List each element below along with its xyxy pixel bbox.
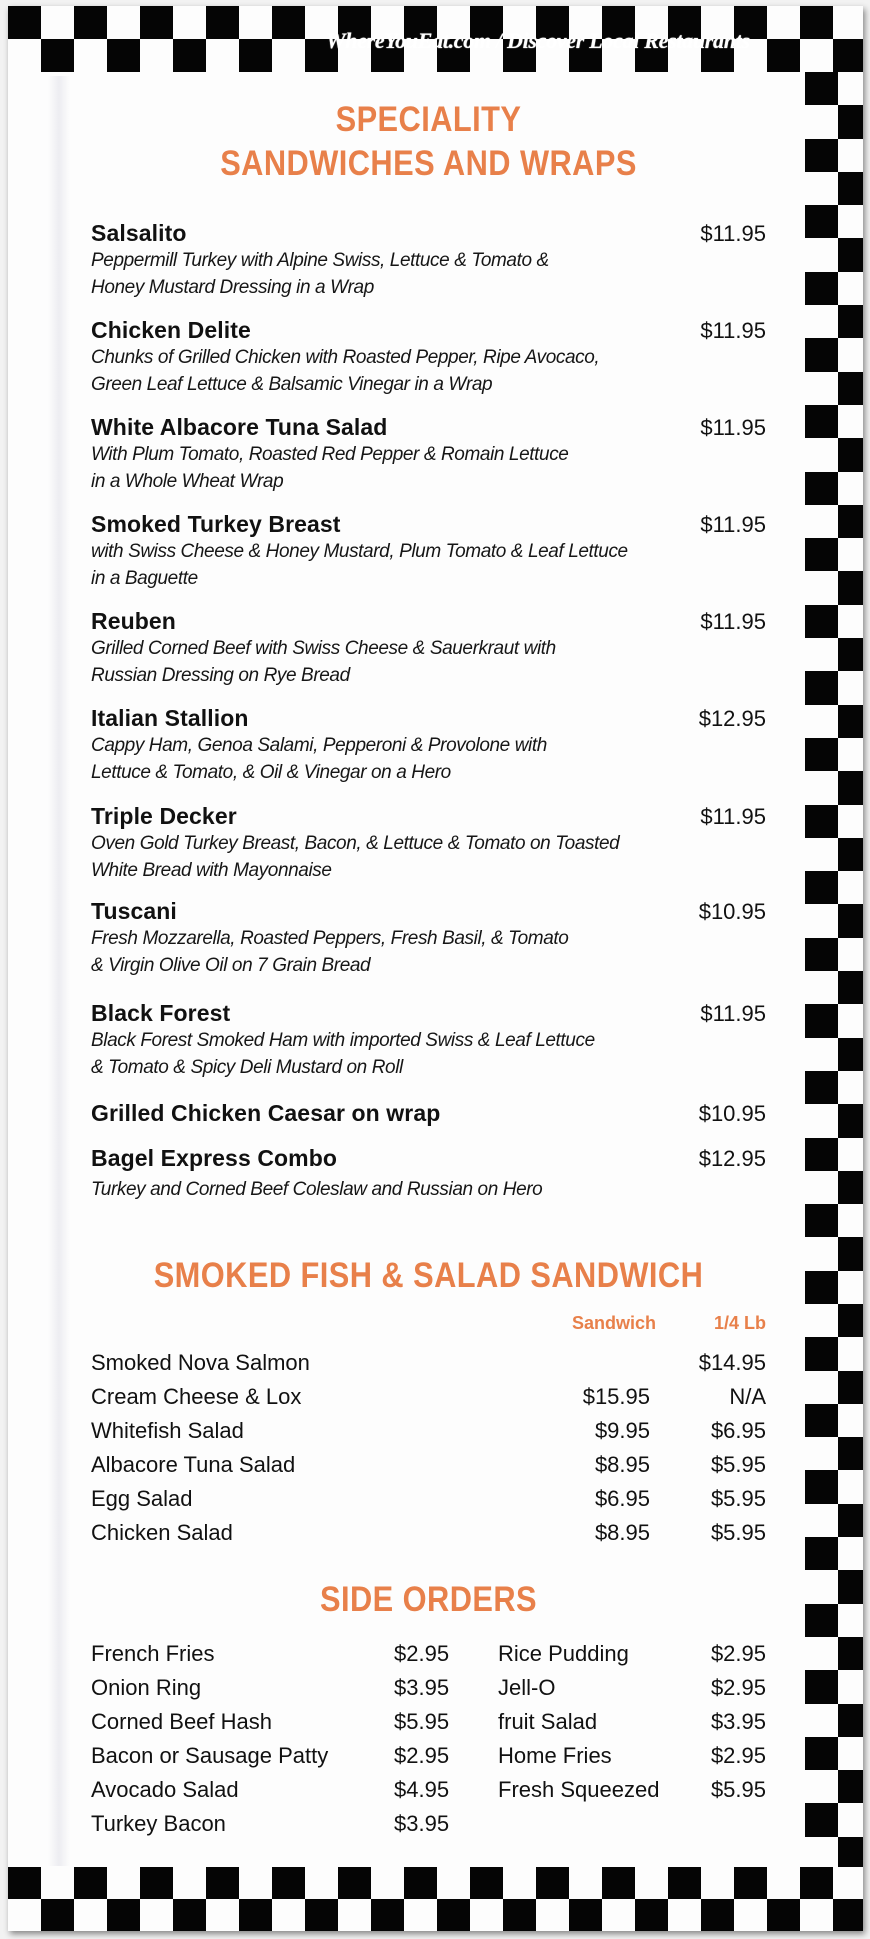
checker-square [701,1899,734,1931]
checker-square [140,39,173,72]
checker-square [805,838,838,871]
checker-square [805,1237,838,1270]
checkerboard-border-right [805,72,863,1867]
checker-square [838,472,863,505]
checker-square [805,938,838,971]
checker-square [272,1899,305,1931]
checker-square [833,1867,863,1899]
fish-quarter-lb-price: $6.95 [710,1418,766,1443]
checker-square [805,372,838,405]
checker-square [701,1867,734,1899]
checker-square [805,305,838,338]
checker-square [805,1371,838,1404]
side-row [91,1777,766,1811]
checker-square [805,139,838,172]
item-price: $11.95 [700,609,766,634]
menu-item [91,1145,766,1203]
item-price: $11.95 [700,512,766,537]
checker-square [74,39,107,72]
checker-square [602,1867,635,1899]
checker-square [805,971,838,1004]
item-price: $10.95 [698,1101,766,1126]
checker-square [838,1038,863,1071]
checker-square [838,971,863,1004]
checker-square [838,505,863,538]
checker-square [805,1304,838,1337]
item-description: With Plum Tomato, Roasted Red Pepper & Romain Lettuce [91,444,569,465]
item-description: & Virgin Olive Oil on 7 Grain Bread [91,955,371,976]
fish-name: Chicken Salad [91,1520,233,1545]
checker-square [805,1803,838,1836]
item-name: Reuben [91,608,176,634]
checker-square [838,1237,863,1270]
checker-square [838,1271,863,1304]
checker-square [838,1204,863,1237]
fish-sandwich-price: $8.95 [594,1520,650,1545]
item-name: Italian Stallion [91,705,249,731]
side-item-name: Fresh Squeezed [498,1777,660,1802]
checker-square [805,1570,838,1603]
item-description: Grilled Corned Beef with Swiss Cheese & Sauerkraut with [91,638,556,659]
checker-square [838,1171,863,1204]
checker-square [805,571,838,604]
checker-square [805,771,838,804]
menu-item [91,414,766,495]
side-item-name: Onion Ring [91,1675,202,1700]
item-description: White Bread with Mayonnaise [91,860,332,881]
checker-square [206,1899,239,1931]
side-row [91,1743,766,1777]
item-description: Oven Gold Turkey Breast, Bacon, & Lettuce & Tomato on Toasted [91,833,620,854]
checker-square [805,1537,838,1570]
checker-square [838,1537,863,1570]
fish-name: Whitefish Salad [91,1418,244,1443]
checker-square [805,705,838,738]
checker-square [838,605,863,638]
checker-square [239,6,272,39]
item-price: $11.95 [700,415,766,440]
checker-square [536,1867,569,1899]
checker-square [838,705,863,738]
checker-square [805,1670,838,1703]
checker-square [800,1867,833,1899]
checker-square [805,505,838,538]
checker-square [404,1899,437,1931]
checker-square [338,1899,371,1931]
checker-square [805,1104,838,1137]
checker-square [838,1404,863,1437]
side-item-price: $5.95 [710,1777,766,1802]
side-item-name: fruit Salad [498,1709,598,1734]
checker-square [805,538,838,571]
checker-square [805,871,838,904]
checker-square [239,39,272,72]
checker-square [41,39,74,72]
checker-square [338,1867,371,1899]
checker-square [800,1899,833,1931]
checker-square [41,6,74,39]
checker-square [838,338,863,371]
checker-square [805,72,838,105]
checker-square [305,1867,338,1899]
section-title-specialty [132,98,726,186]
checker-square [805,805,838,838]
fish-name: Egg Salad [91,1486,193,1511]
item-description: Honey Mustard Dressing in a Wrap [91,277,374,298]
checker-square [74,6,107,39]
checker-square [838,1737,863,1770]
checker-square [107,6,140,39]
checker-square [74,1899,107,1931]
checker-square [838,1371,863,1404]
checker-square [838,1337,863,1370]
item-price: $12.95 [698,706,766,731]
side-item-price: $2.95 [710,1641,766,1666]
item-description: Lettuce & Tomato, & Oil & Vinegar on a Hero [91,762,451,783]
checker-square [833,1899,863,1931]
item-description: Russian Dressing on Rye Bread [91,665,350,686]
checker-square [838,1304,863,1337]
checker-square [838,1637,863,1670]
fish-row [91,1452,766,1486]
checker-square [437,1867,470,1899]
checker-square [8,1867,41,1899]
checker-square [173,6,206,39]
item-price: $12.95 [698,1146,766,1171]
checker-square [107,39,140,72]
section-title-line: SANDWICHES AND WRAPS [220,144,637,183]
checker-square [805,1704,838,1737]
item-description: Green Leaf Lettuce & Balsamic Vinegar in a Wrap [91,374,493,395]
checker-square [838,738,863,771]
menu-item [91,220,766,301]
checker-square [239,1867,272,1899]
checker-square [838,372,863,405]
menu-item [91,511,766,592]
item-description: Peppermill Turkey with Alpine Swiss, Lettuce & Tomato & [91,250,549,271]
item-description: Cappy Ham, Genoa Salami, Pepperoni & Provolone with [91,735,547,756]
checker-square [805,405,838,438]
side-item-name: Rice Pudding [498,1641,629,1666]
item-price: $10.95 [698,899,766,924]
fish-quarter-lb-price: N/A [729,1384,766,1409]
column-header-quarter-lb: 1/4 Lb [713,1313,766,1333]
checker-square [838,1604,863,1637]
side-item-name: Turkey Bacon [91,1811,226,1836]
item-price: $11.95 [700,221,766,246]
checker-square [838,1837,863,1870]
item-description: & Tomato & Spicy Deli Mustard on Roll [91,1057,403,1078]
checker-square [668,1899,701,1931]
item-price: $11.95 [700,804,766,829]
side-row [91,1709,766,1743]
side-item-price: $2.95 [394,1641,450,1666]
checker-square [805,1337,838,1370]
checker-square [805,438,838,471]
checker-square [503,1867,536,1899]
checker-square [805,1437,838,1470]
fish-sandwich-price: $15.95 [582,1384,650,1409]
side-item-name: Avocado Salad [91,1777,239,1802]
side-item-name: Corned Beef Hash [91,1709,272,1734]
side-item-price: $2.95 [710,1743,766,1768]
checker-square [272,6,305,39]
checker-square [838,871,863,904]
side-item-name: Home Fries [498,1743,612,1768]
side-row [91,1641,766,1675]
checker-square [140,6,173,39]
checker-square [838,1104,863,1137]
item-name: Bagel Express Combo [91,1145,338,1171]
checker-square [838,838,863,871]
side-item-name: French Fries [91,1641,215,1666]
menu-item [91,705,766,786]
checker-square [8,6,41,39]
section-title-smoked-fish: SMOKED FISH & SALAD SANDWICH [153,1256,704,1295]
checker-square [838,172,863,205]
checker-square [838,1437,863,1470]
side-item-price: $3.95 [394,1675,450,1700]
checker-square [838,205,863,238]
checker-square [140,1867,173,1899]
checker-square [206,1867,239,1899]
checker-square [635,1899,668,1931]
checker-square [371,1867,404,1899]
checker-square [734,1867,767,1899]
item-name: Black Forest [91,1000,231,1026]
menu-item [91,317,766,398]
checker-square [272,1867,305,1899]
side-item-price: $3.95 [710,1709,766,1734]
checker-square [767,1899,800,1931]
checker-square [838,405,863,438]
item-name: Salsalito [91,220,187,246]
checker-square [805,472,838,505]
fish-quarter-lb-price: $5.95 [710,1452,766,1477]
checker-square [107,1867,140,1899]
item-description: in a Whole Wheat Wrap [91,471,284,492]
checker-square [41,1867,74,1899]
item-price: $11.95 [700,318,766,343]
checkerboard-border-bottom [8,1867,863,1931]
item-name: Triple Decker [91,803,237,829]
checker-square [734,1899,767,1931]
checker-square [305,1899,338,1931]
checker-square [838,1670,863,1703]
checker-square [767,1867,800,1899]
checker-square [838,904,863,937]
menu-page [8,6,863,1931]
checker-square [805,1470,838,1503]
checker-square [838,1803,863,1836]
fish-row [91,1418,766,1452]
item-name: Chicken Delite [91,317,251,343]
fish-quarter-lb-price: $5.95 [710,1486,766,1511]
checker-square [838,139,863,172]
checker-square [503,1899,536,1931]
checker-square [838,438,863,471]
side-item-name: Jell-O [498,1675,556,1700]
fish-sandwich-price: $9.95 [594,1418,650,1443]
checker-square [838,105,863,138]
checker-square [173,1899,206,1931]
checker-square [206,6,239,39]
checker-square [805,238,838,271]
checker-square [140,1899,173,1931]
side-row [91,1675,766,1709]
item-price: $11.95 [700,1001,766,1026]
side-row [91,1811,766,1845]
checker-square [838,1770,863,1803]
checker-square [805,105,838,138]
fish-row [91,1520,766,1554]
menu-item [91,1100,766,1127]
checker-square [107,1899,140,1931]
item-description: Turkey and Corned Beef Coleslaw and Russian on Hero [91,1179,543,1200]
checker-square [272,39,305,72]
checker-square [805,738,838,771]
item-description: with Swiss Cheese & Honey Mustard, Plum Tomato & Leaf Lettuce [91,541,628,562]
section-title-side-orders: SIDE ORDERS [319,1580,538,1619]
item-description: in a Baguette [91,568,198,589]
checker-square [668,1867,701,1899]
checker-square [838,538,863,571]
side-item-price: $2.95 [710,1675,766,1700]
checker-square [805,1038,838,1071]
item-name: Grilled Chicken Caesar on wrap [91,1100,441,1126]
checker-square [470,1867,503,1899]
side-item-price: $3.95 [394,1811,450,1836]
checker-square [805,1770,838,1803]
side-item-price: $4.95 [394,1777,450,1802]
checker-square [805,638,838,671]
checker-square [805,1737,838,1770]
checker-square [805,1071,838,1104]
checker-square [838,1138,863,1171]
checker-square [838,72,863,105]
checker-square [838,1071,863,1104]
side-item-price: $5.95 [394,1709,450,1734]
checker-square [805,1138,838,1171]
checker-square [838,571,863,604]
checker-square [74,1867,107,1899]
checker-square [805,172,838,205]
item-name: White Albacore Tuna Salad [91,414,388,440]
checker-square [371,1899,404,1931]
fish-row [91,1384,766,1418]
menu-item [91,1000,766,1081]
checker-square [173,1867,206,1899]
fish-quarter-lb-price: $5.95 [710,1520,766,1545]
checker-square [805,338,838,371]
checker-square [838,238,863,271]
checker-square [805,1171,838,1204]
fish-sandwich-price: $6.95 [594,1486,650,1511]
checker-square [838,938,863,971]
checker-square [838,1504,863,1537]
checker-square [838,1470,863,1503]
checker-square [8,39,41,72]
item-name: Tuscani [91,898,177,924]
checker-square [206,39,239,72]
checker-square [805,904,838,937]
menu-item [91,608,766,689]
checker-square [569,1899,602,1931]
fish-name: Albacore Tuna Salad [91,1452,296,1477]
checker-square [838,1570,863,1603]
checker-square [838,1004,863,1037]
column-header-sandwich: Sandwich [571,1313,656,1333]
checker-square [536,1899,569,1931]
checker-square [437,1899,470,1931]
checker-square [805,1204,838,1237]
watermark: WhereYouEat.com / Discover Local Restaurants [326,28,750,53]
fish-name: Cream Cheese & Lox [91,1384,302,1409]
fish-name: Smoked Nova Salmon [91,1350,310,1375]
checker-square [805,671,838,704]
item-description: Black Forest Smoked Ham with imported Swiss & Leaf Lettuce [91,1030,595,1051]
checker-square [635,1867,668,1899]
checker-square [838,1704,863,1737]
fish-quarter-lb-price: $14.95 [698,1350,766,1375]
item-description: Chunks of Grilled Chicken with Roasted Pepper, Ripe Avocaco, [91,347,600,368]
checker-square [569,1867,602,1899]
checker-square [8,1899,41,1931]
checker-square [805,1837,838,1870]
item-description: Fresh Mozzarella, Roasted Peppers, Fresh Basil, & Tomato [91,928,569,949]
checker-square [805,1604,838,1637]
checker-square [404,1867,437,1899]
fish-sandwich-price: $8.95 [594,1452,650,1477]
fish-row [91,1486,766,1520]
menu-item [91,803,766,884]
checker-square [838,671,863,704]
menu-item [91,898,766,979]
section-title-line: SPECIALITY [335,100,522,139]
checker-square [805,272,838,305]
checker-square [838,638,863,671]
checker-square [805,1637,838,1670]
checker-square [805,1004,838,1037]
checker-square [838,771,863,804]
checker-square [805,205,838,238]
checker-square [805,1404,838,1437]
checker-square [239,1899,272,1931]
checker-square [470,1899,503,1931]
checker-square [602,1899,635,1931]
checker-square [838,272,863,305]
checker-square [838,805,863,838]
checker-square [41,1899,74,1931]
fish-row [91,1350,766,1384]
checker-square [805,605,838,638]
checker-square [805,1271,838,1304]
side-item-price: $2.95 [394,1743,450,1768]
checker-square [173,39,206,72]
checker-square [805,1504,838,1537]
side-item-name: Bacon or Sausage Patty [91,1743,329,1768]
item-name: Smoked Turkey Breast [91,511,341,537]
checker-square [838,305,863,338]
